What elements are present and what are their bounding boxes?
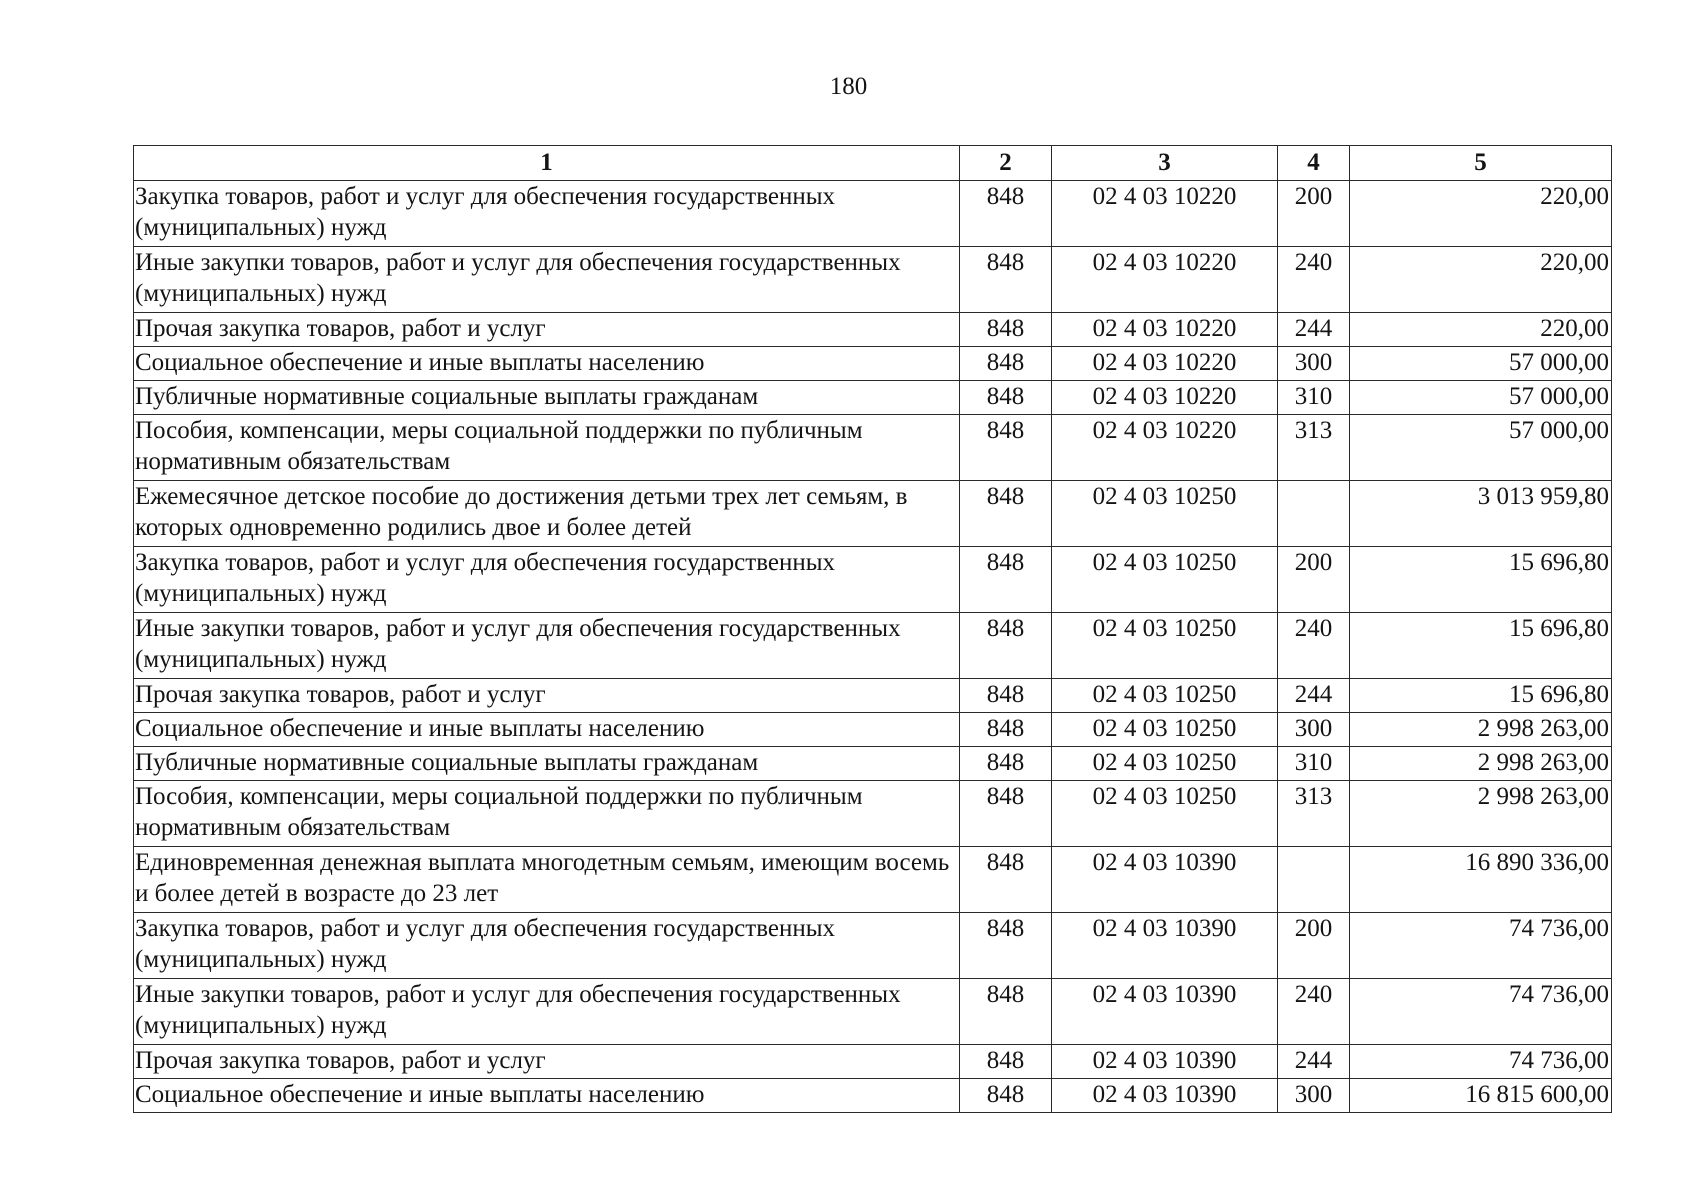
budget-table-container <box>133 145 1611 1113</box>
row-col-4-cell: 200 <box>1278 547 1350 613</box>
row-col-3-cell: 02 4 03 10390 <box>1052 1079 1278 1113</box>
table-row <box>134 679 1612 713</box>
row-amount-cell: 2 998 263,00 <box>1350 747 1612 781</box>
row-name-cell: Ежемесячное детское пособие до достижения детьми трех лет семьям, в которых одновременно родились двое и более детей <box>134 481 960 547</box>
row-col-2-cell: 848 <box>960 1045 1052 1079</box>
table-row <box>134 847 1612 913</box>
table-row <box>134 713 1612 747</box>
row-name-cell: Иные закупки товаров, работ и услуг для обеспечения государственных (муниципальных) нужд <box>134 979 960 1045</box>
header-col-5: 5 <box>1350 146 1612 181</box>
row-col-3-cell: 02 4 03 10250 <box>1052 781 1278 847</box>
row-amount-cell: 57 000,00 <box>1350 415 1612 481</box>
row-amount-cell: 74 736,00 <box>1350 979 1612 1045</box>
row-col-4-cell: 310 <box>1278 381 1350 415</box>
row-name-cell: Иные закупки товаров, работ и услуг для обеспечения государственных (муниципальных) нужд <box>134 613 960 679</box>
header-col-3: 3 <box>1052 146 1278 181</box>
row-amount-cell: 74 736,00 <box>1350 913 1612 979</box>
row-name-cell: Социальное обеспечение и иные выплаты населению <box>134 713 960 747</box>
row-col-4-cell: 300 <box>1278 1079 1350 1113</box>
row-col-4-cell: 244 <box>1278 1045 1350 1079</box>
row-amount-cell: 220,00 <box>1350 247 1612 313</box>
row-amount-cell: 16 890 336,00 <box>1350 847 1612 913</box>
row-col-4-cell: 310 <box>1278 747 1350 781</box>
row-amount-cell: 3 013 959,80 <box>1350 481 1612 547</box>
row-col-4-cell: 244 <box>1278 313 1350 347</box>
budget-table <box>133 145 1612 1113</box>
row-name-cell: Закупка товаров, работ и услуг для обеспечения государственных (муниципальных) нужд <box>134 547 960 613</box>
row-col-4-cell: 300 <box>1278 347 1350 381</box>
table-row <box>134 381 1612 415</box>
page-number: 180 <box>829 73 868 100</box>
header-col-4: 4 <box>1278 146 1350 181</box>
row-amount-cell: 220,00 <box>1350 313 1612 347</box>
row-name-cell: Публичные нормативные социальные выплаты гражданам <box>134 381 960 415</box>
row-col-4-cell: 244 <box>1278 679 1350 713</box>
row-col-3-cell: 02 4 03 10390 <box>1052 1045 1278 1079</box>
table-row <box>134 913 1612 979</box>
row-col-2-cell: 848 <box>960 481 1052 547</box>
row-col-2-cell: 848 <box>960 247 1052 313</box>
row-amount-cell: 57 000,00 <box>1350 347 1612 381</box>
header-col-1: 1 <box>134 146 960 181</box>
row-col-4-cell: 200 <box>1278 913 1350 979</box>
table-row <box>134 747 1612 781</box>
row-col-3-cell: 02 4 03 10250 <box>1052 547 1278 613</box>
row-name-cell: Единовременная денежная выплата многодетным семьям, имеющим восемь и более детей в возрасте до 23 лет <box>134 847 960 913</box>
table-row <box>134 781 1612 847</box>
row-col-4-cell <box>1278 481 1350 547</box>
row-col-2-cell: 848 <box>960 313 1052 347</box>
header-col-2: 2 <box>960 146 1052 181</box>
row-col-3-cell: 02 4 03 10220 <box>1052 247 1278 313</box>
row-col-3-cell: 02 4 03 10220 <box>1052 181 1278 247</box>
row-col-4-cell: 240 <box>1278 247 1350 313</box>
table-row <box>134 247 1612 313</box>
row-amount-cell: 15 696,80 <box>1350 547 1612 613</box>
row-amount-cell: 15 696,80 <box>1350 679 1612 713</box>
row-name-cell: Закупка товаров, работ и услуг для обеспечения государственных (муниципальных) нужд <box>134 913 960 979</box>
row-col-4-cell: 300 <box>1278 713 1350 747</box>
row-col-3-cell: 02 4 03 10250 <box>1052 747 1278 781</box>
row-col-3-cell: 02 4 03 10390 <box>1052 913 1278 979</box>
row-name-cell: Закупка товаров, работ и услуг для обеспечения государственных (муниципальных) нужд <box>134 181 960 247</box>
row-col-3-cell: 02 4 03 10220 <box>1052 347 1278 381</box>
row-col-4-cell: 240 <box>1278 979 1350 1045</box>
row-amount-cell: 16 815 600,00 <box>1350 1079 1612 1113</box>
row-name-cell: Пособия, компенсации, меры социальной поддержки по публичным нормативным обязательствам <box>134 415 960 481</box>
row-name-cell: Пособия, компенсации, меры социальной поддержки по публичным нормативным обязательствам <box>134 781 960 847</box>
row-col-3-cell: 02 4 03 10250 <box>1052 481 1278 547</box>
row-col-2-cell: 848 <box>960 913 1052 979</box>
table-row <box>134 415 1612 481</box>
row-col-2-cell: 848 <box>960 181 1052 247</box>
row-name-cell: Социальное обеспечение и иные выплаты населению <box>134 1079 960 1113</box>
row-amount-cell: 2 998 263,00 <box>1350 713 1612 747</box>
table-header <box>134 146 1612 181</box>
table-row <box>134 347 1612 381</box>
table-row <box>134 979 1612 1045</box>
row-col-2-cell: 848 <box>960 415 1052 481</box>
row-col-3-cell: 02 4 03 10390 <box>1052 847 1278 913</box>
row-amount-cell: 57 000,00 <box>1350 381 1612 415</box>
row-col-2-cell: 848 <box>960 1079 1052 1113</box>
row-col-4-cell: 313 <box>1278 415 1350 481</box>
row-name-cell: Социальное обеспечение и иные выплаты населению <box>134 347 960 381</box>
row-amount-cell: 15 696,80 <box>1350 613 1612 679</box>
row-col-2-cell: 848 <box>960 847 1052 913</box>
row-col-4-cell <box>1278 847 1350 913</box>
row-name-cell: Публичные нормативные социальные выплаты гражданам <box>134 747 960 781</box>
row-col-3-cell: 02 4 03 10220 <box>1052 415 1278 481</box>
row-name-cell: Прочая закупка товаров, работ и услуг <box>134 1045 960 1079</box>
table-row <box>134 181 1612 247</box>
row-col-2-cell: 848 <box>960 979 1052 1045</box>
table-body <box>134 181 1612 1113</box>
row-col-3-cell: 02 4 03 10390 <box>1052 979 1278 1045</box>
row-col-3-cell: 02 4 03 10220 <box>1052 313 1278 347</box>
row-col-3-cell: 02 4 03 10250 <box>1052 713 1278 747</box>
table-row <box>134 1045 1612 1079</box>
row-col-3-cell: 02 4 03 10250 <box>1052 613 1278 679</box>
row-col-2-cell: 848 <box>960 747 1052 781</box>
row-name-cell: Прочая закупка товаров, работ и услуг <box>134 679 960 713</box>
row-name-cell: Прочая закупка товаров, работ и услуг <box>134 313 960 347</box>
header-row <box>134 146 1612 181</box>
row-col-4-cell: 313 <box>1278 781 1350 847</box>
table-row <box>134 481 1612 547</box>
row-col-2-cell: 848 <box>960 679 1052 713</box>
table-row <box>134 1079 1612 1113</box>
row-col-2-cell: 848 <box>960 781 1052 847</box>
table-row <box>134 613 1612 679</box>
row-col-2-cell: 848 <box>960 381 1052 415</box>
row-amount-cell: 220,00 <box>1350 181 1612 247</box>
table-row <box>134 313 1612 347</box>
row-col-2-cell: 848 <box>960 613 1052 679</box>
row-amount-cell: 2 998 263,00 <box>1350 781 1612 847</box>
row-name-cell: Иные закупки товаров, работ и услуг для обеспечения государственных (муниципальных) нужд <box>134 247 960 313</box>
row-col-4-cell: 240 <box>1278 613 1350 679</box>
table-row <box>134 547 1612 613</box>
row-col-2-cell: 848 <box>960 547 1052 613</box>
row-amount-cell: 74 736,00 <box>1350 1045 1612 1079</box>
row-col-2-cell: 848 <box>960 347 1052 381</box>
row-col-4-cell: 200 <box>1278 181 1350 247</box>
row-col-3-cell: 02 4 03 10250 <box>1052 679 1278 713</box>
row-col-2-cell: 848 <box>960 713 1052 747</box>
row-col-3-cell: 02 4 03 10220 <box>1052 381 1278 415</box>
